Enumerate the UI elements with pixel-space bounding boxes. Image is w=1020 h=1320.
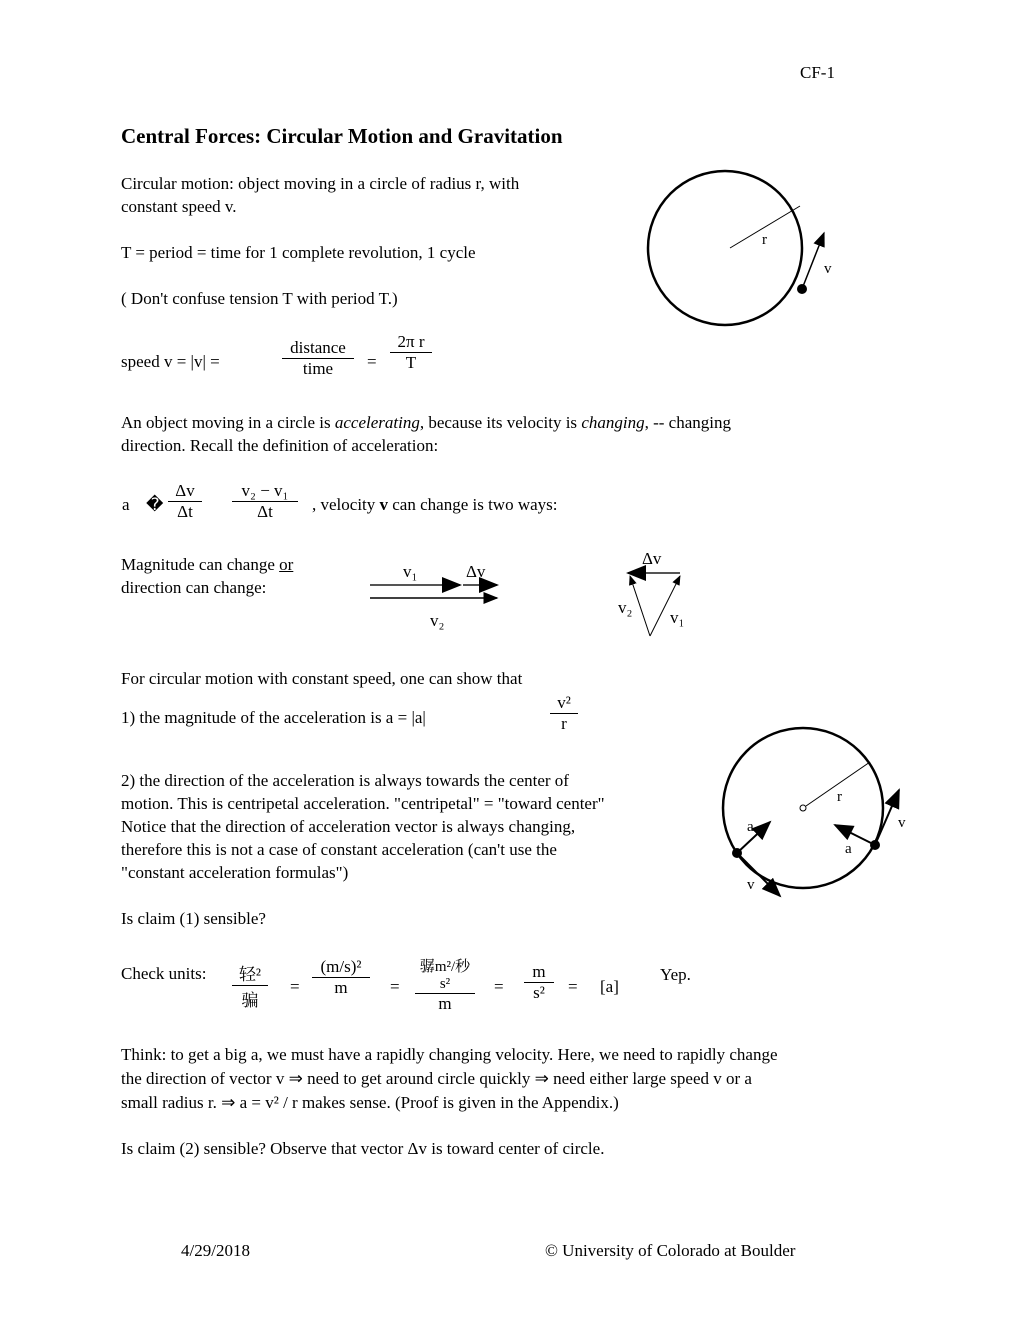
distance-over-time: distance time	[282, 338, 354, 379]
intro-line-2: constant speed v.	[121, 197, 237, 216]
radius-label: r	[762, 232, 767, 248]
claim-2-sensible: Is claim (2) sensible? Observe that vector Δv is toward center of circle.	[121, 1139, 605, 1158]
period-definition: T = period = time for 1 complete revolution, 1 cycle	[121, 243, 476, 262]
magnitude-change-arrows	[370, 585, 497, 598]
accel-label-right: a	[845, 841, 852, 857]
footer-copyright: © University of Colorado at Boulder	[545, 1241, 796, 1260]
dv-over-dt: $\frac{\Delta v}{\Delta t}$	[168, 481, 202, 522]
units-term-2: $\frac{\text{(m/s)²}}{m}$	[312, 957, 370, 998]
circle-diagram-2	[723, 728, 899, 896]
page-title: Central Forces: Circular Motion and Gravitation	[121, 124, 563, 148]
intro-line-1: Circular motion: object moving in a circle of radius r, with	[121, 174, 520, 193]
claim-2: 2) the direction of the acceleration is always towards the center of motion. This is centripetal acceleration. "centripetal" = "toward center" Notice that the direction of acceleration vector is always changing, therefore this is not a case of constant acceleration (can't use the "constant acceleration formulas")	[121, 771, 605, 882]
equals: =	[290, 977, 300, 996]
equals: =	[367, 352, 377, 371]
v1-label: v₁	[403, 562, 418, 581]
triangle-v2-label: v₂	[618, 598, 633, 617]
velocity-change-text: , velocity v can change is two ways:	[312, 495, 558, 514]
velocity-label: v	[824, 261, 832, 277]
triangle-delta-v-label: Δv	[642, 549, 662, 568]
units-term-3: 骣m²/秒s² m	[415, 955, 475, 1014]
accel-symbol: a	[122, 495, 130, 514]
page-id: CF-1	[800, 63, 835, 82]
v-squared-over-r: $\frac{\text{v²}}{r}$	[550, 693, 578, 734]
claims-intro: For circular motion with constant speed, one can show that	[121, 669, 523, 688]
claim-1: 1) the magnitude of the acceleration is a = |a|	[121, 708, 426, 727]
two-pi-r-over-T: $\frac{\text{2π r}}{T}$	[390, 332, 432, 373]
units-yep: Yep.	[660, 965, 691, 984]
claim-1-sensible: Is claim (1) sensible?	[121, 909, 266, 928]
delta-v-label: Δv	[466, 562, 486, 581]
circle-diagram-1	[648, 171, 824, 325]
missing-glyph: �	[146, 495, 164, 514]
check-units-label: Check units:	[121, 964, 207, 983]
speed-lhs: speed v = |v| =	[121, 352, 220, 371]
equals: =	[390, 977, 400, 996]
footer-date: 4/29/2018	[181, 1241, 250, 1260]
units-term-4: $\frac{m}{\text{s²}}$	[524, 962, 554, 1003]
velocity-label-right: v	[898, 815, 906, 831]
tension-note: ( Don't confuse tension T with period T.)	[121, 289, 398, 308]
velocity-label-bottom: v	[747, 877, 755, 893]
v2-label: v₂	[430, 611, 445, 630]
triangle-v1-label: v₁	[670, 608, 685, 627]
accel-paragraph-line-1: An object moving in a circle is accelerating, because its velocity is changing, -- changing	[121, 413, 731, 432]
accel-label-left: a	[747, 819, 754, 835]
accel-paragraph-line-2: direction. Recall the definition of acceleration:	[121, 436, 439, 455]
magnitude-change-text: Magnitude can change or	[121, 555, 294, 574]
think-paragraph: Think: to get a big a, we must have a rapidly changing velocity. Here, we need to rapidly change the direction of vector v ⇒ need to get around circle quickly ⇒ need either large speed v or a small radius r. ⇒ a = v² / r makes sense. (Proof is given in the Appendix.)	[121, 1045, 778, 1112]
units-result: [a]	[600, 977, 619, 996]
direction-change-text: direction can change:	[121, 578, 267, 597]
equals: =	[568, 977, 578, 996]
radius-label-2: r	[837, 789, 842, 805]
units-term-1: 轻² 骗	[232, 960, 268, 1011]
v2-minus-v1-over-dt: $\frac{\text{v₂ − v₁}}{\Delta t}$	[232, 481, 298, 522]
equals: =	[494, 977, 504, 996]
